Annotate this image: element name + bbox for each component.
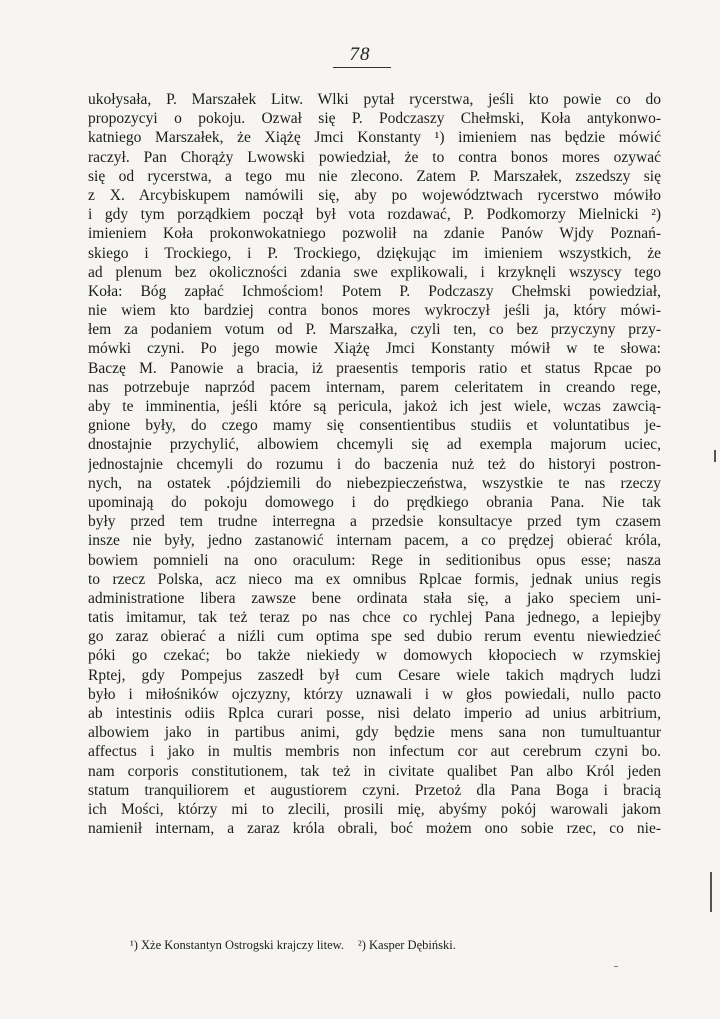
- text-line: insze nie były, jedno zastanowić internam pacem, a co prędzej obierać króla,: [88, 532, 661, 550]
- text-line: aby te imminentia, jeśli które są pericula, jakoż ich jest wiele, wczas zawcią-: [88, 398, 661, 415]
- text-line: póki go czekać; bo także niekiedy w domowych kłopociech w rzymskiej: [88, 647, 661, 665]
- text-line: były przed tem trudne interregna a przedsie konsultacye przed tym czasem: [88, 513, 661, 531]
- page-number: 78: [349, 44, 371, 65]
- text-line: z X. Arcybiskupem namówili się, aby po województwach rycerstwo mówiło: [88, 186, 661, 204]
- text-line: i gdy tym porządkiem począł był vota rozdawać, P. Podkomorzy Mielnicki ²): [88, 206, 661, 224]
- text-line: skiego i Trockiego, i P. Trockiego, dziękując im imieniem wszystkich, że: [88, 244, 661, 262]
- body-text: [88, 90, 661, 838]
- text-line: nie wiem kto bardziej contra bonos mores wykroczył jeśli ja, który mówi-: [88, 302, 661, 320]
- footnote: ¹) Xże Konstantyn Ostrogski krajczy litew.: [130, 938, 344, 952]
- text-line: łem za podaniem votum od P. Marszałka, czyli ten, co bez przyczyny przy-: [88, 321, 661, 339]
- text-line: to rzecz Polska, acz nieco ma ex omnibus Rplcae formis, jednak unius regis: [88, 570, 661, 588]
- text-line: ukołysała, P. Marszałek Litw. Wlki pytał rycerstwa, jeśli kto powie co do: [88, 91, 661, 108]
- text-line: ad plenum bez okoliczności zdania swe explikowali, i krzyknęli wszyscy tego: [88, 263, 661, 281]
- text-line: tatis imitamur, tak też teraz po nas chce co rychlej Pana jednego, a lepiejby: [88, 609, 661, 627]
- text-line: raczył. Pan Chorąży Lwowski powiedział, że to contra bonos mores ozywać: [88, 148, 661, 166]
- scan-speck: [614, 966, 618, 967]
- text-line: nam corporis constitutionem, tak też in civitate qualibet Pan albo Król jeden: [88, 762, 661, 780]
- text-line: bowiem pomnieli na ono oraculum: Rege in seditionibus opus esse; nasza: [88, 551, 661, 569]
- text-line: katniego Marszałek, że Xiążę Jmci Konstanty ¹) imieniem nas będzie mówić: [88, 129, 661, 147]
- text-line: było i miłośników ojczyzny, którzy uznawali i w głos powiedali, nullo pacto: [88, 685, 661, 703]
- scan-edge-mark: [714, 450, 716, 462]
- text-line: dnostajnie przychylić, albowiem chcemyli się ad exempla majorum uciec,: [88, 436, 661, 454]
- text-line: propozycyi o pokoju. Ozwał się P. Podczaszy Chełmski, Koła antykonwo-: [88, 110, 661, 128]
- text-line: Baczę M. Panowie a bracia, iż praesentis temporis ratio et status Rpcae po: [88, 359, 661, 377]
- text-line: namienił internam, a zaraz króla obrali, boć możem ono sobie rzec, co nie-: [88, 820, 661, 838]
- scan-edge-mark: [710, 872, 712, 912]
- footnotes: [130, 938, 610, 953]
- text-line: imieniem Koła prokonwokatniego pozwolił na zdanie Panów Wjdy Poznań-: [88, 225, 661, 243]
- text-line: gnione były, do czego mamy się consentientibus studiis et voluntatibus je-: [88, 417, 661, 435]
- text-line: statum tranquiliorem et augustiorem czyni. Przetoż dla Pana Boga i bracią: [88, 781, 661, 799]
- footnote: ²) Kasper Dębiński.: [358, 938, 456, 952]
- text-line: Rptej, gdy Pompejus zaszedł był cum Cesare wiele takich mądrych ludzi: [88, 666, 661, 684]
- text-line: nych, na ostatek .pójdziemili do niebezpieczeństwa, wszystkie te nas rzeczy: [88, 474, 661, 492]
- text-line: albowiem jako in partibus animi, gdy będzie mens sana non tumultuantur: [88, 724, 661, 742]
- page-number-rule: [333, 67, 391, 68]
- text-line: Koła: Bóg zapłać Ichmościom! Potem P. Podczaszy Chełmski powiedział,: [88, 282, 661, 300]
- text-line: nas potrzebuje naprzód pacem internam, parem celeritatem in creando rege,: [88, 378, 661, 396]
- text-line: go zaraz obierać a niźli cum optima spe sed dubio rerum eventu niewiedzieć: [88, 628, 661, 646]
- text-line: jednostajnie chcemyli do rozumu i do baczenia nuż też do historyi postron-: [88, 455, 661, 473]
- text-line: administratione libera zawsze bene ordinata stała się, a jako speciem uni-: [88, 589, 661, 607]
- text-line: się od rycerstwa, a tego mu nie zlecono. Zatem P. Marszałek, zszedszy się: [88, 167, 661, 185]
- text-line: ab intestinis odiis Rplca curari posse, nisi delato imperio ad unius arbitrium,: [88, 705, 661, 722]
- text-line: upominają do pokoju domowego i do prędkiego obrania Pana. Nie tak: [88, 493, 661, 511]
- text-line: affectus i jako in multis membris non infectum cor aut cerebrum czyni bo.: [88, 743, 661, 761]
- text-line: mówki czyni. Po jego mowie Xiążę Jmci Konstanty mówił w te słowa:: [88, 340, 661, 358]
- text-line: ich Mości, którzy mi to zlecili, prosili mię, abyśmy pokój warowali jakom: [88, 800, 661, 818]
